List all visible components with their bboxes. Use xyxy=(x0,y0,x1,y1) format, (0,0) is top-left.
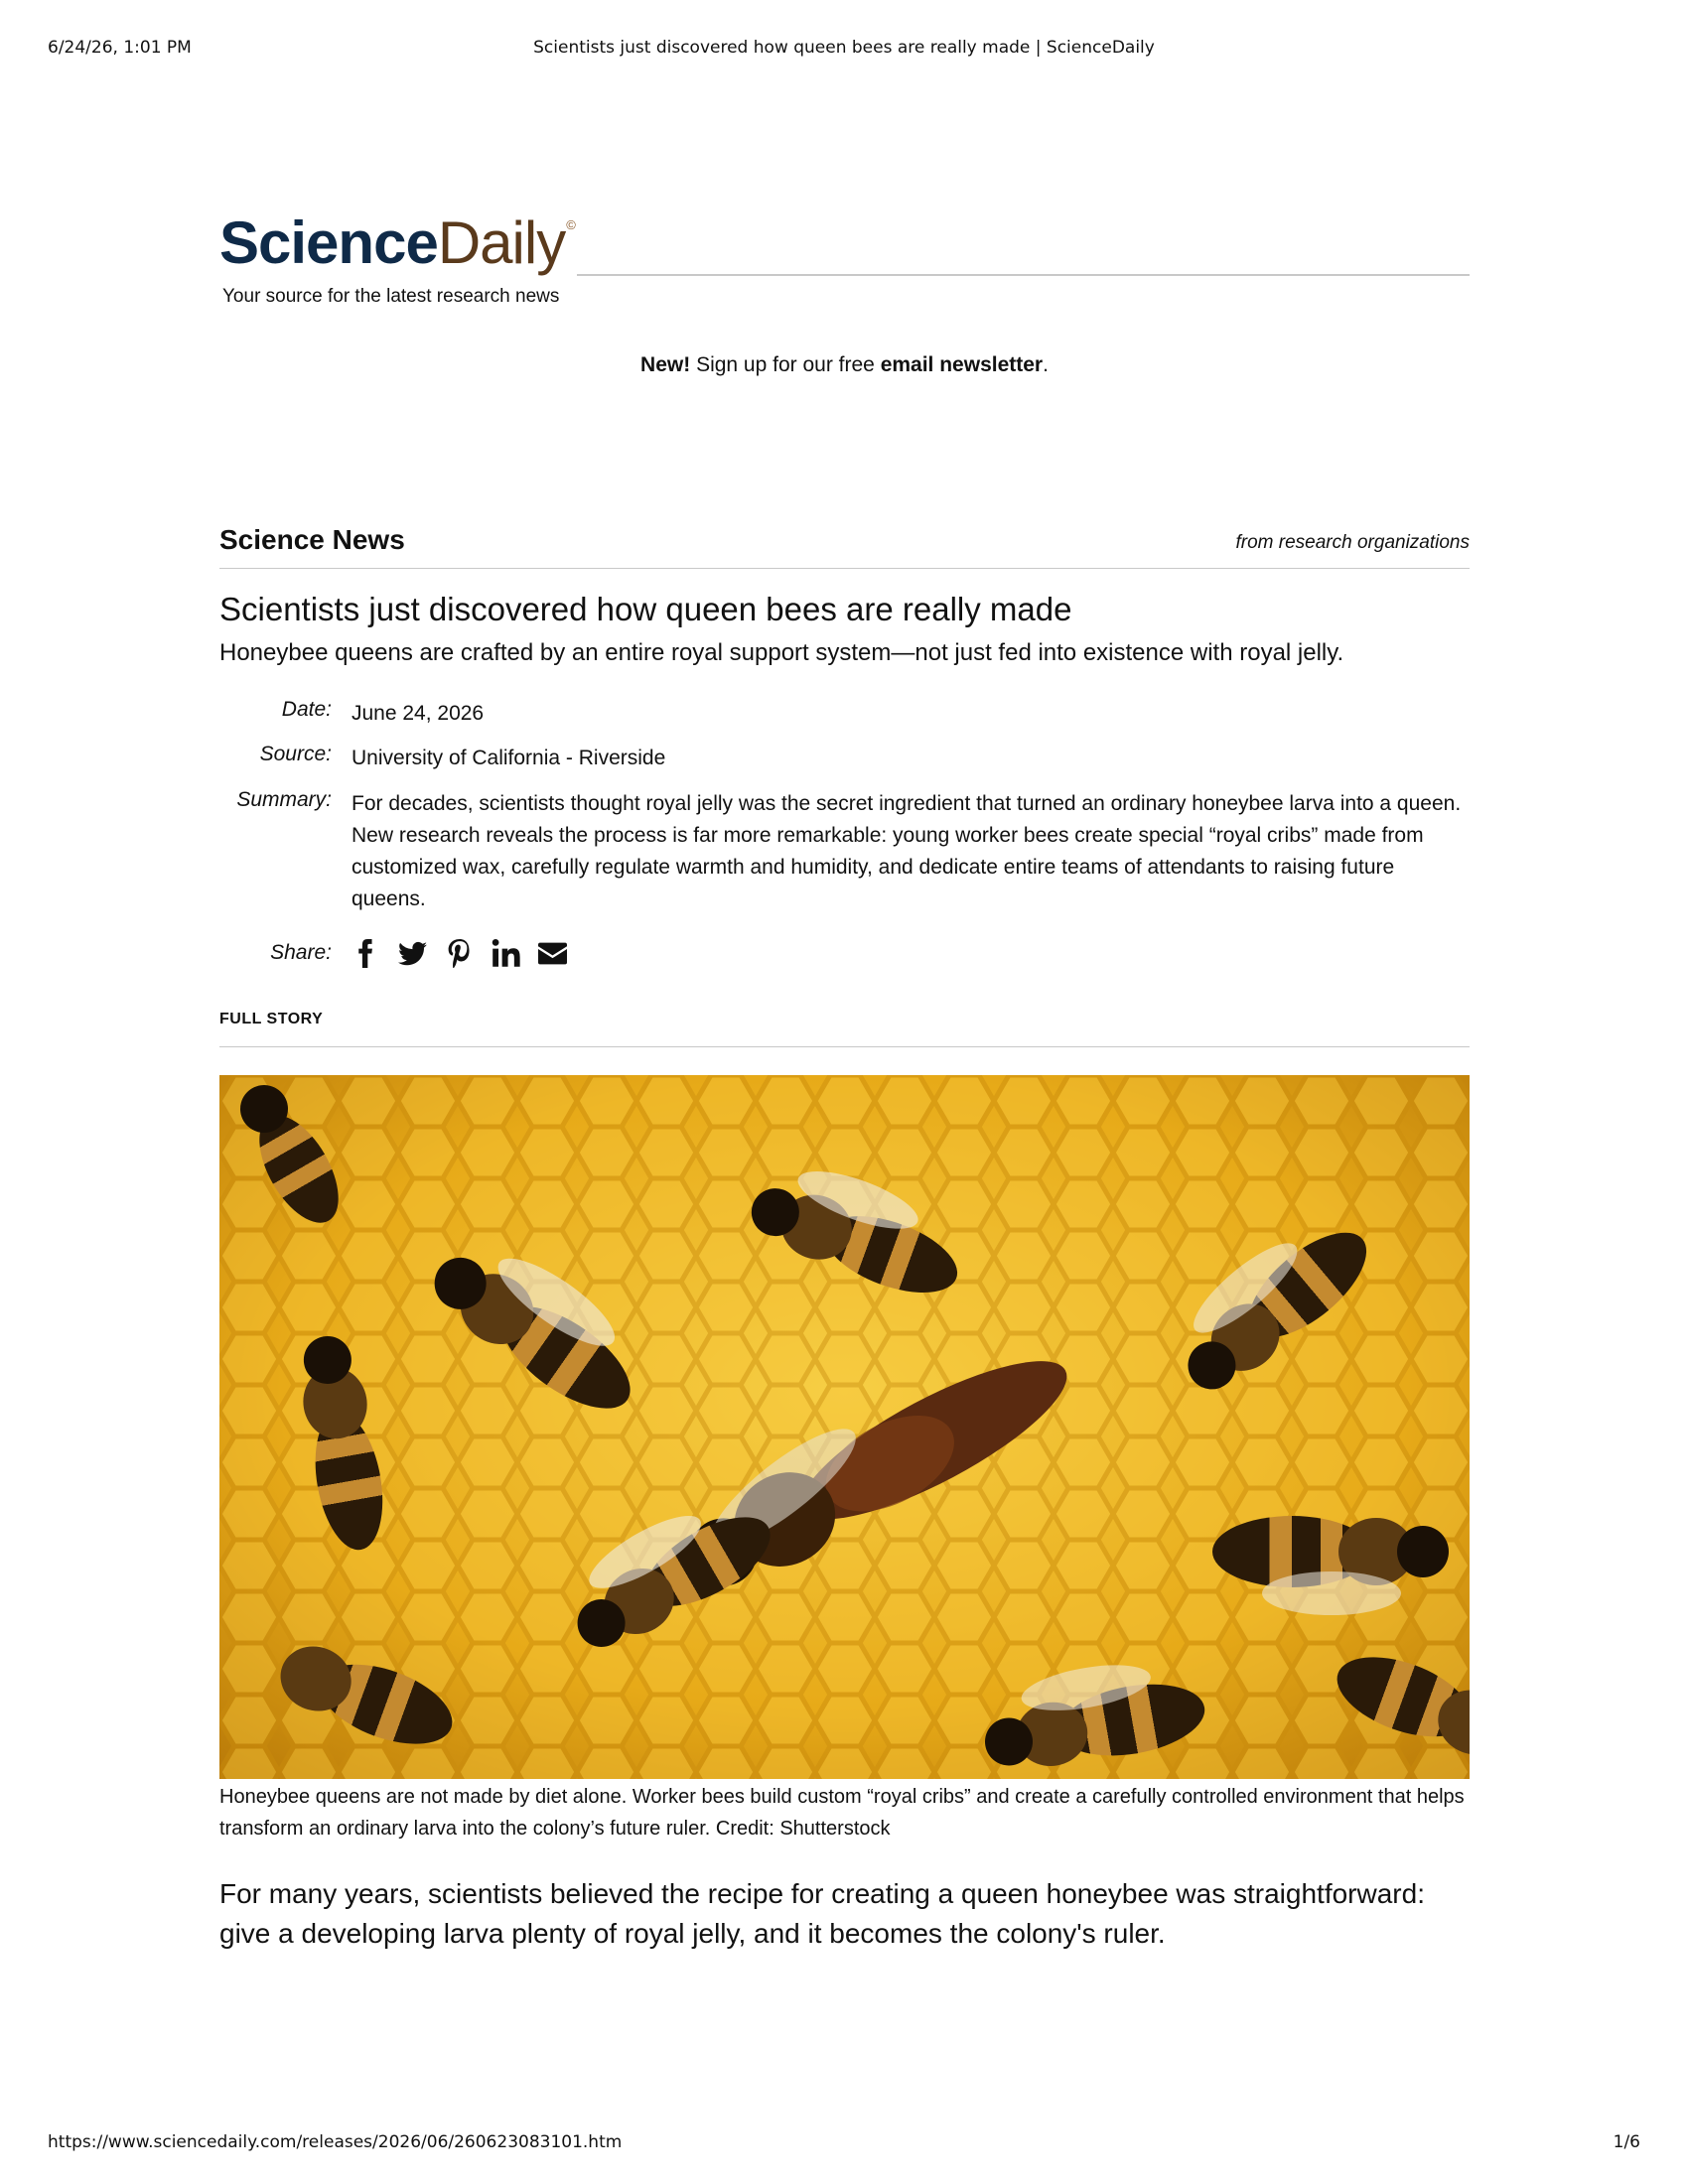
sciencedaily-logo[interactable] xyxy=(219,208,575,278)
print-header xyxy=(48,38,1640,62)
article-lead-paragraph: For many years, scientists believed the recipe for creating a queen honeybee was straightforward: give a developing larva plenty of royal jelly, and it becomes the colony's ruler. xyxy=(219,1878,1425,1949)
print-footer xyxy=(48,2132,1640,2156)
newsletter-end: . xyxy=(1043,353,1049,376)
source-value: University of California - Riverside xyxy=(352,747,666,769)
linkedin-icon[interactable] xyxy=(492,937,520,970)
summary-value: For decades, scientists thought royal jelly was the secret ingredient that turned an ordinary honeybee larva into a queen. New research reveals the process is far more remarkable: young worker bees create special “royal cribs” made from customized wax, carefully regulate warmth and humidity, and dedicate entire teams of attendants to raising future queens. xyxy=(352,792,1462,910)
print-datetime: 6/24/26, 1:01 PM xyxy=(48,38,192,58)
print-url: https://www.sciencedaily.com/releases/2026/06/260623083101.htm xyxy=(48,2132,623,2152)
logo-daily: Daily xyxy=(437,209,566,276)
newsletter-link[interactable]: email newsletter xyxy=(880,353,1044,376)
date-value: June 24, 2026 xyxy=(352,702,485,725)
print-page-number: 1/6 xyxy=(1613,2132,1640,2152)
source-label: Source: xyxy=(259,743,332,765)
summary-label: Summary: xyxy=(236,788,332,811)
logo-divider xyxy=(577,274,1470,276)
pinterest-icon[interactable] xyxy=(445,937,474,970)
newsletter-promo xyxy=(219,353,1470,377)
share-label: Share: xyxy=(270,941,332,964)
newsletter-new-label: New! xyxy=(640,353,691,376)
facebook-icon[interactable] xyxy=(352,937,380,970)
full-story-heading: FULL STORY xyxy=(219,1011,1470,1047)
section-header xyxy=(219,524,1470,569)
date-label: Date: xyxy=(281,698,332,721)
twitter-icon[interactable] xyxy=(398,937,427,970)
photo-caption: Honeybee queens are not made by diet alone. Worker bees build custom “royal cribs” and create a carefully controlled environment that helps transform an ordinary larva into the colony’s future ruler. Credit: Shutterstock xyxy=(219,1786,1465,1840)
article-photo xyxy=(219,1075,1470,1779)
honeybees-illustration xyxy=(219,1075,1470,1779)
section-title[interactable]: Science News xyxy=(219,524,405,555)
print-page-title: Scientists just discovered how queen bees are really made | ScienceDaily xyxy=(533,38,1155,58)
email-icon[interactable] xyxy=(538,937,567,970)
share-icons xyxy=(352,937,567,970)
section-source-note: from research organizations xyxy=(1235,532,1470,553)
article-subhead: Honeybee queens are crafted by an entire royal support system—not just fed into existence with royal jelly. xyxy=(219,639,1344,666)
article-headline: Scientists just discovered how queen bees are really made xyxy=(219,591,1072,627)
newsletter-text: Sign up for our free xyxy=(690,353,881,376)
logo-mark: © xyxy=(566,217,575,232)
site-tagline: Your source for the latest research news xyxy=(222,286,560,307)
logo-science: Science xyxy=(219,209,438,276)
